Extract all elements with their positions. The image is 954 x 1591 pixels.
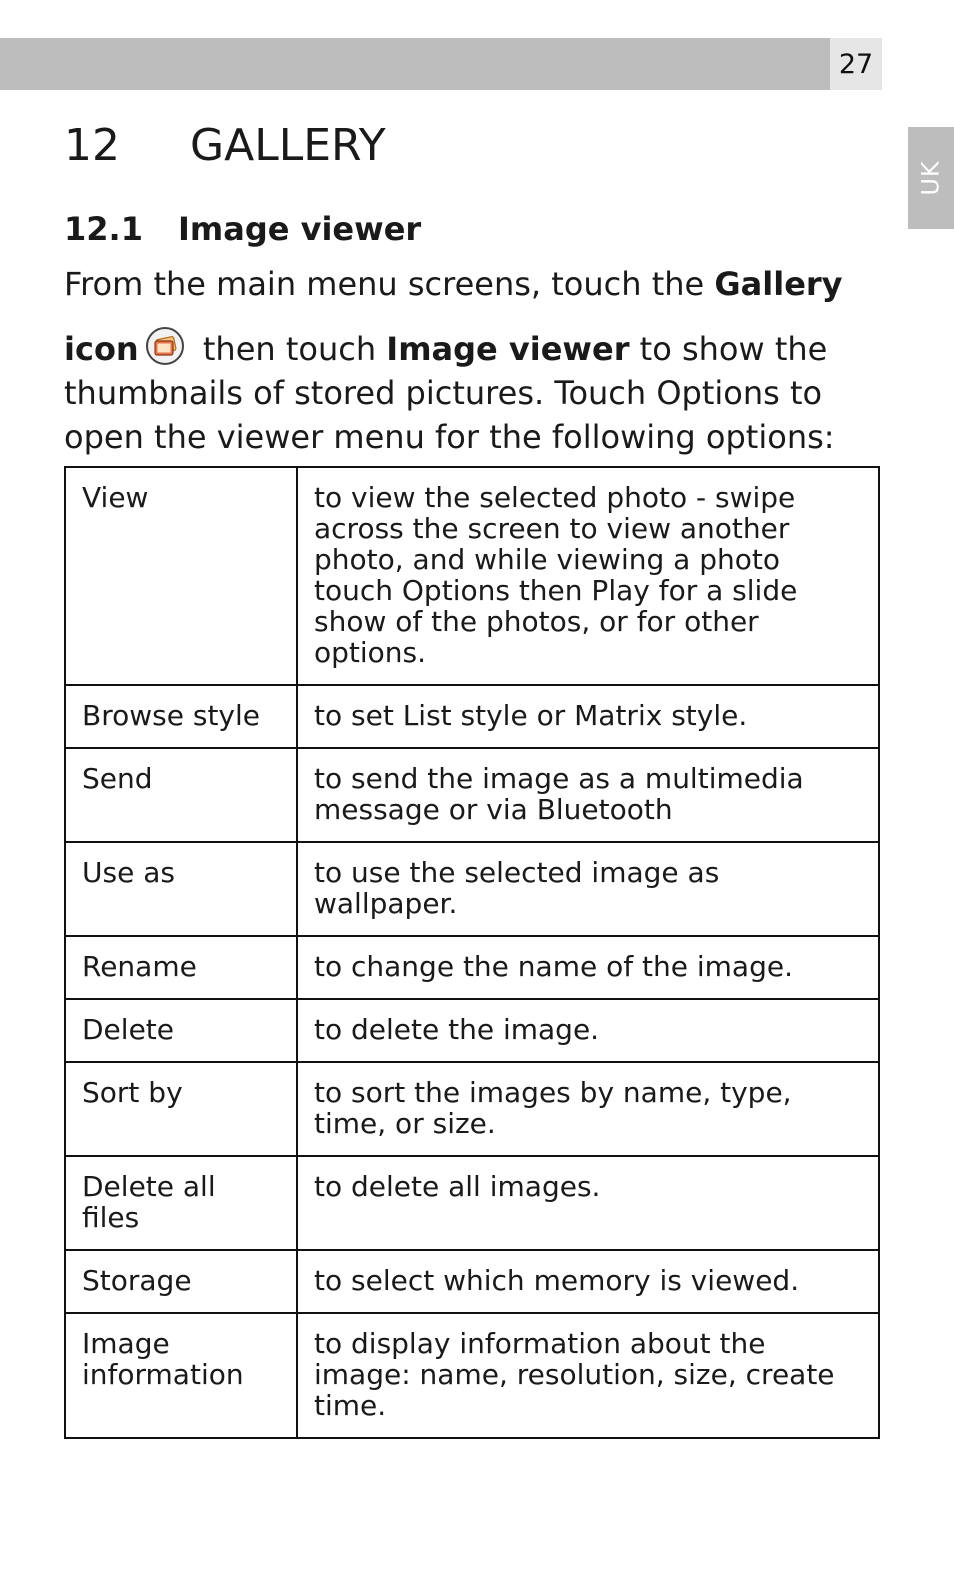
option-name: Sort by [65,1062,297,1156]
option-description: to sort the images by name, type, time, or size. [297,1062,879,1156]
chapter-number: 12 [64,120,120,171]
intro-paragraph [64,262,894,459]
option-description: to select which memory is viewed. [297,1250,879,1313]
intro-text-3: to show the [629,330,828,368]
option-name: Send [65,748,297,842]
option-name: Delete all files [65,1156,297,1250]
gallery-icon [145,326,185,366]
option-description: to delete all images. [297,1156,879,1250]
option-name: Image information [65,1313,297,1438]
intro-bold-icon: icon [64,330,139,368]
language-tab [908,127,954,229]
option-description: to change the name of the image. [297,936,879,999]
option-description: to display information about the image: name, resolution, size, create time. [297,1313,879,1438]
option-description: to view the selected photo - swipe across the screen to view another photo, and while viewing a photo touch Options then Play for a slide show of the photos, or for other options. [297,467,879,685]
table-row [65,842,879,936]
table-row [65,1062,879,1156]
option-name: Storage [65,1250,297,1313]
table-row [65,999,879,1062]
options-table [64,466,880,1439]
option-description: to send the image as a multimedia message or via Bluetooth [297,748,879,842]
intro-line-4: open the viewer menu for the following options: [64,418,835,456]
table-row [65,685,879,748]
chapter-name: GALLERY [190,120,386,171]
table-row [65,1313,879,1438]
option-description: to set List style or Matrix style. [297,685,879,748]
table-row [65,1250,879,1313]
language-tab-label: UK [917,160,945,196]
table-row [65,1156,879,1250]
chapter-title [64,118,386,174]
intro-bold-gallery: Gallery [714,265,843,303]
option-name: Use as [65,842,297,936]
option-description: to delete the image. [297,999,879,1062]
intro-text-1: From the main menu screens, touch the [64,265,715,303]
option-name: View [65,467,297,685]
intro-bold-image-viewer: Image viewer [386,330,630,368]
intro-line-2 [64,326,894,371]
page-number-label: 27 [838,48,874,80]
table-row [65,936,879,999]
intro-text-2: then touch [192,330,387,368]
table-row [65,748,879,842]
section-title [64,207,421,251]
intro-line-3: thumbnails of stored pictures. Touch Options to [64,374,823,412]
section-number: 12.1 [64,210,143,248]
option-description: to use the selected image as wallpaper. [297,842,879,936]
intro-line-1 [64,262,894,306]
table-row [65,467,879,685]
section-name: Image viewer [178,210,422,248]
option-name: Browse style [65,685,297,748]
header-bar [0,38,830,90]
page-number [830,38,882,90]
option-name: Rename [65,936,297,999]
option-name: Delete [65,999,297,1062]
